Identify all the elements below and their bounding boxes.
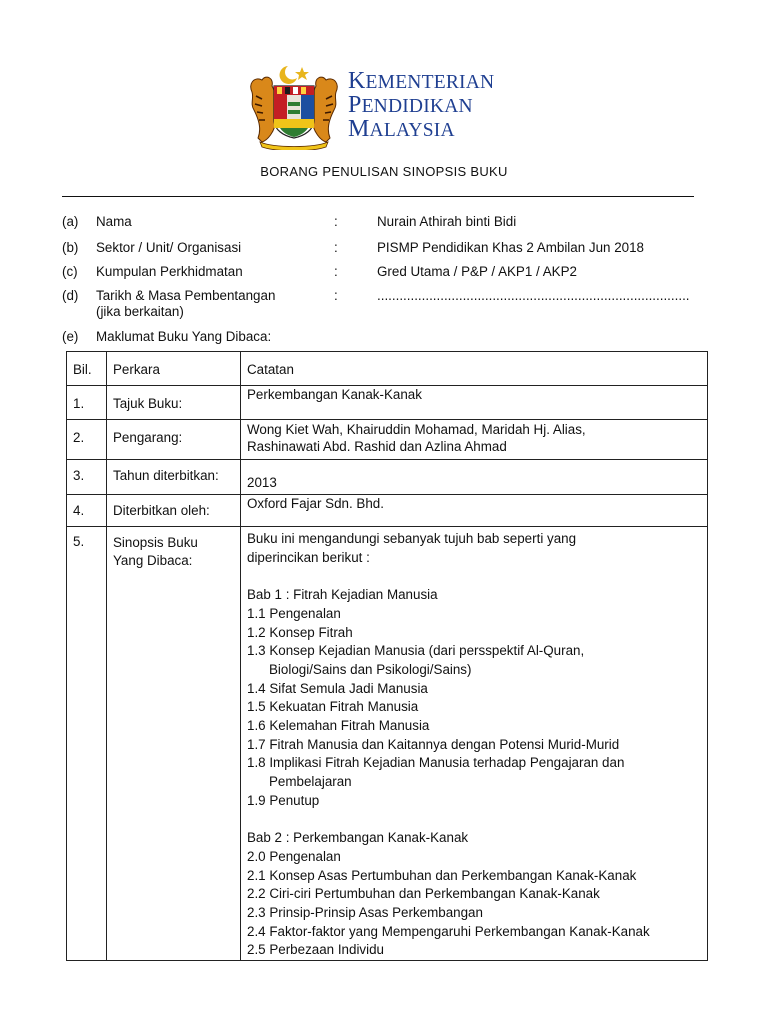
coat-of-arms-icon	[244, 62, 344, 150]
book-info-table	[66, 351, 708, 961]
info-value-kumpulan: Gred Utama / P&P / AKP1 / AKP2	[377, 264, 577, 279]
info-key: (e)	[62, 329, 79, 344]
row-perkara: Pengarang:	[107, 420, 241, 460]
catatan-line: Rashinawati Abd. Rashid dan Azlina Ahmad	[247, 439, 507, 454]
table-row	[67, 460, 708, 495]
row-catatan: Perkembangan Kanak-Kanak	[241, 386, 708, 420]
info-key: (b)	[62, 240, 79, 255]
row-number: 5.	[67, 527, 107, 961]
synopsis-line: 1.1 Pengenalan	[247, 605, 341, 621]
row-catatan: Oxford Fajar Sdn. Bhd.	[241, 495, 708, 527]
row-perkara: Diterbitkan oleh:	[107, 495, 241, 527]
row-number: 1.	[67, 386, 107, 420]
ministry-line-1: KEMENTERIAN	[348, 68, 495, 94]
synopsis-line: 2.0 Pengenalan	[247, 848, 341, 864]
table-row	[67, 420, 708, 460]
info-label: Nama	[96, 214, 132, 229]
info-label-line-1: Tarikh & Masa Pembentangan	[96, 288, 276, 303]
info-label: Maklumat Buku Yang Dibaca:	[96, 329, 272, 344]
ministry-name	[348, 70, 494, 142]
synopsis-line: 1.5 Kekuatan Fitrah Manusia	[247, 699, 419, 715]
info-key: (c)	[62, 264, 78, 279]
synopsis-line: 2.2 Ciri-ciri Pertumbuhan dan Perkembangan Kanak-Kanak	[247, 886, 600, 902]
synopsis-spacer	[247, 567, 701, 586]
synopsis-line: 1.3 Konsep Kejadian Manusia (dari persspektif Al-Quran,	[247, 643, 585, 659]
info-row-tarikh	[0, 288, 768, 324]
column-header-catatan: Catatan	[241, 352, 708, 386]
synopsis-line: 2.1 Konsep Asas Pertumbuhan dan Perkembangan Kanak-Kanak	[247, 867, 637, 883]
synopsis-line: 1.8 Implikasi Fitrah Kejadian Manusia terhadap Pengajaran dan	[247, 755, 625, 771]
table-row	[67, 386, 708, 420]
synopsis-line: 2.5 Perbezaan Individu	[247, 942, 384, 958]
row-number: 4.	[67, 495, 107, 527]
info-value-sektor: PISMP Pendidikan Khas 2 Ambilan Jun 2018	[377, 240, 644, 255]
ministry-line-2: PENDIDIKAN	[348, 92, 473, 118]
row-number: 3.	[67, 460, 107, 495]
perkara-line: Yang Dibaca:	[113, 553, 193, 568]
column-header-perkara: Perkara	[107, 352, 241, 386]
info-row-maklumat	[0, 329, 768, 349]
row-catatan: 2013	[241, 460, 708, 495]
row-number: 2.	[67, 420, 107, 460]
info-colon: :	[334, 214, 338, 229]
perkara-line: Sinopsis Buku	[113, 535, 198, 550]
synopsis-line: 1.7 Fitrah Manusia dan Kaitannya dengan Potensi Murid-Murid	[247, 736, 620, 752]
info-label	[96, 288, 275, 320]
info-label-line-2: (jika berkaitan)	[96, 304, 184, 319]
row-catatan	[241, 420, 708, 460]
synopsis-line: Bab 1 : Fitrah Kejadian Manusia	[247, 587, 438, 603]
ministry-line-3: MALAYSIA	[348, 116, 455, 142]
info-label: Sektor / Unit/ Organisasi	[96, 240, 242, 255]
synopsis-line: diperincikan berikut :	[247, 549, 370, 565]
synopsis-line: 1.9 Penutup	[247, 792, 320, 808]
form-title: BORANG PENULISAN SINOPSIS BUKU	[260, 164, 508, 179]
info-key: (d)	[62, 288, 79, 303]
ministry-logo	[244, 62, 544, 152]
table-header-row	[67, 352, 708, 386]
synopsis-line: 1.4 Sifat Semula Jadi Manusia	[247, 680, 428, 696]
info-colon: :	[334, 264, 338, 279]
info-row-sektor	[0, 240, 768, 260]
table-row-synopsis	[67, 527, 708, 961]
synopsis-line: Buku ini mengandungi sebanyak tujuh bab seperti yang	[247, 531, 577, 546]
info-value-nama: Nurain Athirah binti Bidi	[377, 214, 517, 229]
synopsis-line: 2.4 Faktor-faktor yang Mempengaruhi Perkembangan Kanak-Kanak	[247, 923, 650, 939]
title-divider	[62, 196, 694, 197]
synopsis-line: Biologi/Sains dan Psikologi/Sains)	[269, 661, 472, 677]
synopsis-line: 1.2 Konsep Fitrah	[247, 624, 353, 640]
table-row	[67, 495, 708, 527]
column-header-bil: Bil.	[67, 352, 107, 386]
info-colon: :	[334, 288, 338, 303]
row-perkara: Tahun diterbitkan:	[107, 460, 241, 495]
catatan-line: Wong Kiet Wah, Khairuddin Mohamad, Maridah Hj. Alias,	[247, 422, 586, 437]
info-value-tarikh: ....................................................................................	[377, 288, 690, 303]
info-row-kumpulan	[0, 264, 768, 284]
row-perkara	[107, 527, 241, 961]
synopsis-text	[241, 527, 708, 961]
synopsis-line: 2.3 Prinsip-Prinsip Asas Perkembangan	[247, 905, 483, 921]
synopsis-line: Bab 2 : Perkembangan Kanak-Kanak	[247, 830, 469, 846]
info-row-nama	[0, 214, 768, 234]
info-colon: :	[334, 240, 338, 255]
row-perkara: Tajuk Buku:	[107, 386, 241, 420]
info-key: (a)	[62, 214, 79, 229]
info-label: Kumpulan Perkhidmatan	[96, 264, 243, 279]
synopsis-line: Pembelajaran	[269, 774, 352, 790]
synopsis-spacer	[247, 811, 701, 830]
synopsis-line: 1.6 Kelemahan Fitrah Manusia	[247, 718, 430, 734]
